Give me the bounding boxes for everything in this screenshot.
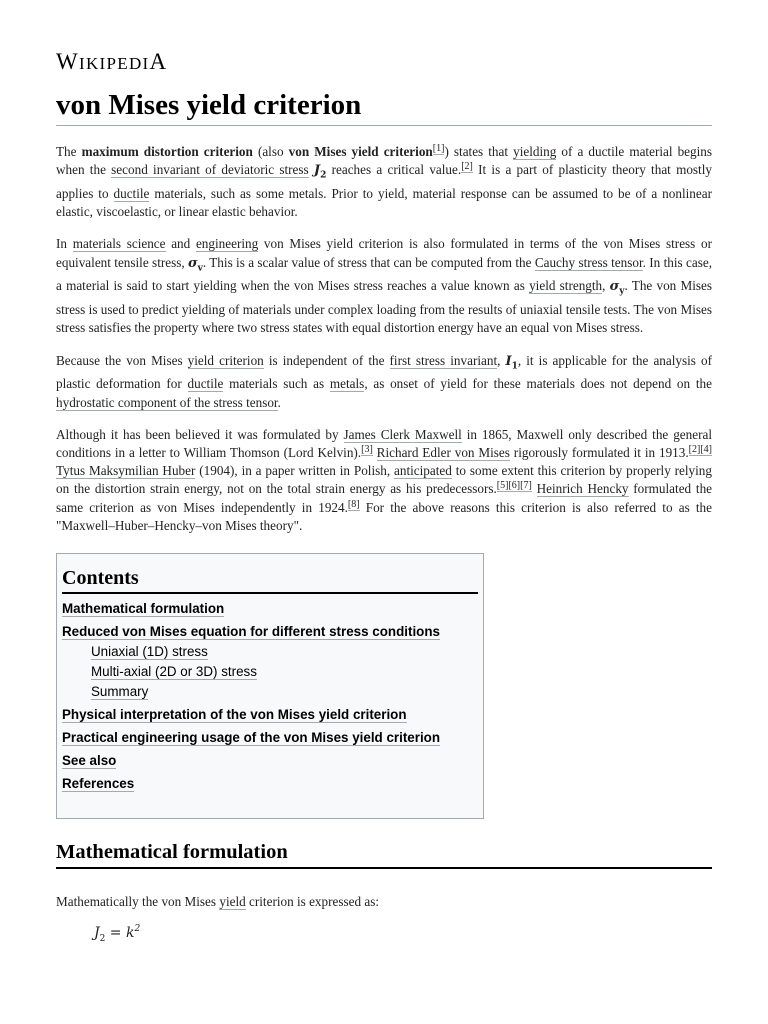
bold-term: von Mises yield criterion [288, 144, 433, 159]
link-hydrostatic-component[interactable]: hydrostatic component of the stress tensor [56, 394, 278, 410]
toc-title: Contents [62, 566, 478, 594]
bold-term: maximum distortion criterion [81, 144, 253, 159]
link-second-invariant[interactable]: second invariant of deviatoric stress [111, 162, 309, 178]
math-i1: $I_1$ [505, 353, 518, 372]
citation-link[interactable]: [3] [361, 444, 373, 456]
link-yield-strength[interactable]: yield strength [529, 278, 603, 294]
link-engineering[interactable]: engineering [195, 236, 259, 252]
link-ductile[interactable]: ductile [187, 376, 224, 392]
citation-link[interactable]: [1] [432, 143, 445, 154]
section-heading-mathematical-formulation: Mathematical formulation [56, 839, 712, 869]
article-page [56, 0, 712, 944]
citation-link[interactable]: [8] [347, 498, 360, 510]
citation-link[interactable]: [7] [520, 480, 532, 492]
intro-paragraph-3: Because the von Mises yield criterion is independent of the first stress invariant, $I_1$, it is applicable for the analysis of plastic deformation for ductile materials such as metals, as onset of yield for these materials does not depend on the hydrostatic component of the stress tensor. [56, 352, 713, 410]
link-yielding[interactable]: yielding [513, 144, 557, 159]
link-yield-criterion[interactable]: yield criterion [187, 352, 264, 368]
link-cauchy-stress-tensor[interactable]: Cauchy stress tensor [534, 254, 643, 270]
toc-item-reduced-equation[interactable]: Reduced von Mises equation for different stress conditions [62, 624, 440, 640]
citation-link[interactable]: [2] [688, 444, 701, 456]
toc-item-mathematical-formulation[interactable]: Mathematical formulation [62, 601, 225, 617]
citation-link[interactable]: [6] [508, 480, 521, 492]
toc-item-references[interactable]: References [62, 776, 135, 792]
link-metals[interactable]: metals [329, 376, 365, 392]
link-yield[interactable]: yield [219, 894, 246, 910]
section-paragraph: Mathematically the von Mises yield criterion is expressed as: [56, 894, 380, 910]
intro-paragraph-4: Although it has been believed it was formulated by James Clerk Maxwell in 1865, Maxwell only described the general conditions in a letter to William Thomson (Lord Kelvin).[3] Richard Edler von Mises rigorously formulated it in 1913.[2][4] Tytus Maksymilian Huber (1904), in a paper written in Polish, anticipated to some extent this criterion by properly relying on the distortion strain energy, not on the total strain energy as his predecessors.[5][6][7] Heinrich Hencky formulated the same criterion as von Mises independently in 1924.[8] For the above reasons this criterion is also referred to as the "Maxwell–Huber–Hencky–von Mises theory". [56, 426, 713, 533]
wikipedia-wordmark-logo[interactable] [56, 50, 712, 74]
link-ductile[interactable]: ductile [113, 186, 150, 201]
toc-item-multiaxial-stress[interactable]: Multi-axial (2D or 3D) stress [91, 664, 257, 680]
wordmark-final: A [149, 49, 168, 74]
table-of-contents [56, 553, 484, 819]
link-materials-science[interactable]: materials science [72, 236, 166, 252]
math-sigma-y: $\sigma_y$ [609, 279, 625, 297]
link-james-clerk-maxwell[interactable]: James Clerk Maxwell [343, 426, 462, 442]
wordmark-middle: IKIPEDI [79, 54, 150, 73]
citation-link[interactable]: [2] [461, 161, 473, 173]
toc-item-practical-usage[interactable]: Practical engineering usage of the von Mises yield criterion [62, 730, 441, 746]
link-tytus-huber[interactable]: Tytus Maksymilian Huber [56, 463, 196, 479]
link-heinrich-hencky[interactable]: Heinrich Hencky [536, 481, 629, 497]
wordmark-initial: W [56, 49, 80, 74]
formula-j2-equals-k2: $J_2 = k^2$ [94, 924, 141, 945]
intro-paragraph-1: The maximum distortion criterion (also von Mises yield criterion[1]) states that yielding of a ductile material begins when the second invariant of deviatoric stress $J_2$ reaches a critical value.[2] It is a part of plasticity theory that mostly applies to ductile materials, such as some metals. Prior to yield, material response can be assumed to be of a nonlinear elastic, viscoelastic, or linear elastic behavior. [56, 143, 713, 220]
toc-item-see-also[interactable]: See also [62, 753, 117, 769]
page-title: von Mises yield criterion [56, 88, 712, 126]
math-sigma-v: $\sigma_v$ [188, 255, 203, 274]
citation-link[interactable]: [4] [700, 444, 713, 456]
math-j2: $J_2$ [313, 163, 327, 181]
link-first-stress-invariant[interactable]: first stress invariant [389, 352, 498, 368]
toc-item-physical-interpretation[interactable]: Physical interpretation of the von Mises yield criterion [62, 707, 407, 723]
citation-link[interactable]: [5] [496, 480, 509, 492]
link-richard-von-mises[interactable]: Richard Edler von Mises [376, 445, 510, 461]
intro-paragraph-2: In materials science and engineering von Mises yield criterion is also formulated in terms of the von Mises stress or equivalent tensile stress, $\sigma_v$. This is a scalar value of stress that can be computed from the Cauchy stress tensor. In this case, a material is said to start yielding when the von Mises stress reaches a value known as yield strength, $\sigma_y$. The von Mises stress is used to predict yielding of materials under complex loading from the results of uniaxial tensile tests. The von Mises stress satisfies the property where two stress states with equal distortion energy have an equal von Mises stress. [56, 236, 713, 336]
link-anticipated[interactable]: anticipated [394, 463, 452, 479]
toc-item-summary[interactable]: Summary [91, 684, 149, 700]
toc-item-uniaxial-stress[interactable]: Uniaxial (1D) stress [91, 644, 208, 660]
